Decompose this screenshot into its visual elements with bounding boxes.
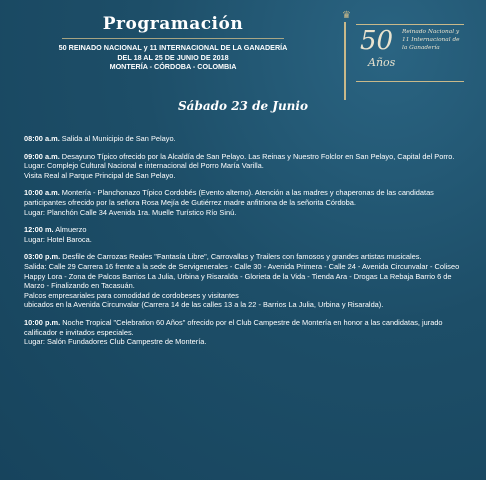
logo-text-line: Reinado Nacional y	[402, 29, 460, 35]
schedule-item-detail: Lugar: Planchón Calle 34 Avenida 1ra. Muelle Turístico Río Sinú.	[24, 207, 237, 217]
schedule-item-time: 10:00 a.m.	[24, 188, 60, 198]
schedule-item-text: Noche Tropical "Celebration 60 Años" ofrecido por el Club Campestre de Montería en honor a las candidatas, jurado calificador e invitados especiales.	[24, 317, 443, 337]
schedule-item-description	[24, 252, 466, 262]
event-dates: DEL 18 AL 25 DE JUNIO DE 2018	[117, 52, 229, 62]
schedule-item-text: Montería - Planchonazo Típico Cordobés (Evento alterno). Atención a las madres y chaperonas de las candidatas participantes ofrecido por la señora Rosa Mejía de Gutiérrez madre anfitriona de la señorita Córdoba.	[24, 188, 434, 207]
schedule-item-detail: Lugar: Complejo Cultural Nacional e internacional del Porro María Varilla.	[24, 161, 264, 171]
event-location: MONTERÍA - CÓRDOBA - COLOMBIA	[109, 62, 237, 71]
schedule-item-description	[24, 152, 466, 162]
schedule-item-description	[24, 134, 466, 144]
schedule-item-text: Desfile de Carrozas Reales "Fantasía Libre", Carrovallas y Trailers con famosos y grandes artistas musicales.	[60, 252, 422, 262]
schedule-item-time: 10:00 p.m.	[24, 317, 61, 327]
logo-text-line: la Ganadería	[402, 45, 440, 51]
schedule-item-detail: ubicados en la Avenida Circunvalar (Carrera 14 de las calles 13 a la 22 - Barrios La Julia, Urbina y Risaralda).	[24, 300, 384, 310]
schedule-item-detail: Lugar: Salón Fundadores Club Campestre de Montería.	[24, 337, 207, 347]
schedule-item-time: 03:00 p.m.	[24, 252, 61, 262]
schedule-item	[24, 225, 466, 244]
crown-icon: ♛	[342, 10, 351, 21]
schedule-date: Sábado 23 de Junio	[178, 99, 308, 113]
event-name: 50 REINADO NACIONAL y 11 INTERNACIONAL DE LA GANADERÍA	[58, 43, 288, 52]
logo-number: 50	[360, 26, 394, 56]
schedule-item-description	[24, 188, 466, 207]
schedule-item	[24, 188, 466, 217]
schedule-item-text: Salida al Municipio de San Pelayo.	[59, 134, 176, 143]
logo-text-line: 11 Internacional de	[402, 37, 460, 43]
schedule-item	[24, 152, 466, 181]
schedule-item	[24, 134, 466, 144]
schedule-item-detail: Salida: Calle 29 Carrera 16 frente a la sede de Servigenerales - Calle 30 - Avenida Primera - Calle 24 - Avenida Circunvalar - Coliseo Happy Lora - Zona de Palcos Barrios La Julia, Urbina y Risaralda - Glorieta de la Vida - Tienda Ara - Drogas La Rebaja Barrio 6 de Marzo - Finalizando en Tacasuán.	[24, 261, 460, 291]
schedule-item-time: 12:00 m.	[24, 225, 54, 235]
schedule-item-text: Almuerzo	[53, 225, 87, 235]
schedule-item-detail: Visita Real al Parque Principal de San Pelayo.	[24, 170, 176, 180]
schedule-item-detail: Palcos empresariales para comodidad de cordobeses y visitantes	[24, 290, 239, 300]
title-divider	[62, 38, 284, 39]
schedule-item-detail: Lugar: Hotel Baroca.	[24, 234, 92, 244]
logo-text	[402, 28, 462, 52]
schedule-item	[24, 318, 466, 347]
schedule-item-description	[24, 225, 466, 235]
schedule-item-time: 09:00 a.m.	[24, 151, 60, 161]
schedule-item-time: 08:00 a.m.	[24, 134, 60, 143]
queen-silhouette-icon	[344, 22, 346, 100]
schedule-item	[24, 252, 466, 310]
anniversary-logo	[338, 10, 470, 104]
schedule-item-description	[24, 318, 466, 337]
schedule-list	[24, 134, 466, 355]
header	[22, 14, 324, 72]
schedule-item-text: Desayuno Típico ofrecido por la Alcaldía de San Pelayo. Las Reinas y Nuestro Folclor en San Pelayo, Capital del Porro.	[59, 151, 455, 161]
page-title: Programación	[102, 14, 244, 34]
logo-anos: Años	[368, 56, 396, 69]
